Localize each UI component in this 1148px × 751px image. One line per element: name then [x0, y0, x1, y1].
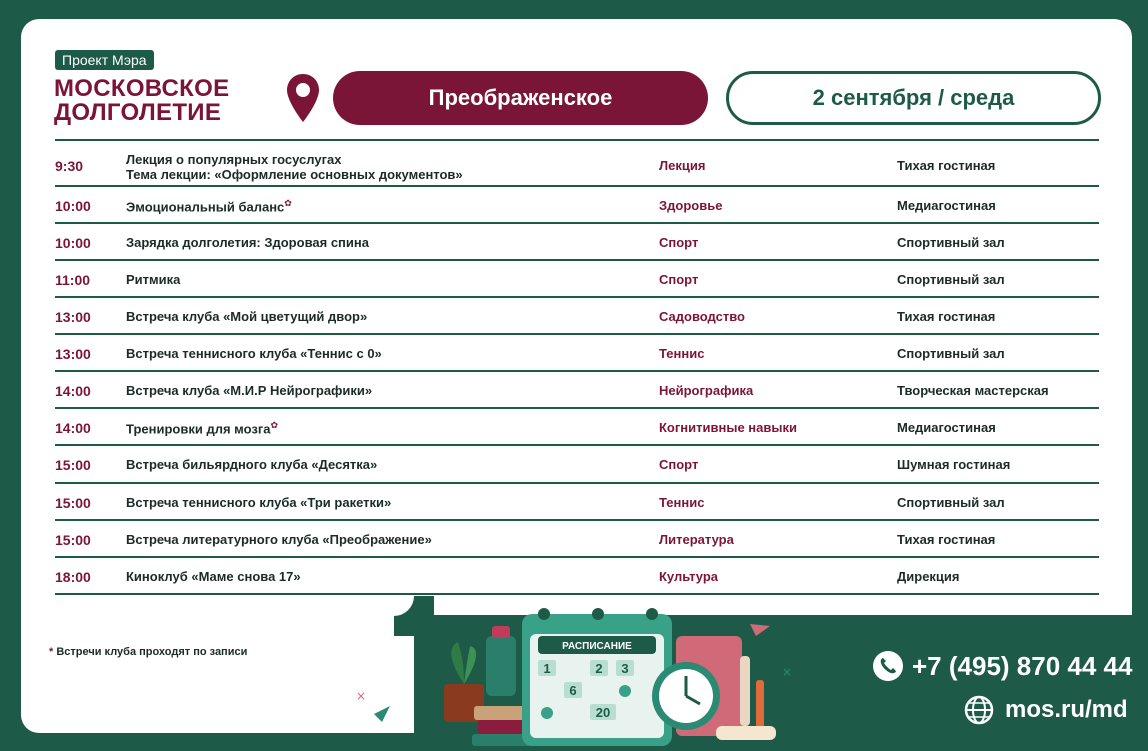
globe-icon	[963, 694, 995, 726]
location-pin-icon	[285, 72, 321, 124]
row-event-title: Встреча клуба «Мой цветущий двор»	[126, 309, 368, 324]
row-time: 9:30	[55, 158, 84, 174]
row-time: 18:00	[55, 569, 91, 585]
schedule-illustration	[346, 596, 806, 751]
row-event-title: Встреча теннисного клуба «Три ракетки»	[126, 495, 392, 510]
row-category: Литература	[659, 532, 734, 547]
phone-contact[interactable]	[872, 650, 1132, 682]
row-category: Спорт	[659, 457, 699, 472]
row-event	[126, 309, 367, 324]
row-event	[126, 457, 377, 472]
logo-line-1: МОСКОВСКОЕ	[54, 75, 230, 102]
row-event	[126, 272, 180, 287]
row-place: Спортивный зал	[897, 235, 1005, 250]
row-category: Лекция	[659, 158, 706, 173]
row-event-subtitle: Тема лекции: «Оформление основных документов»	[126, 167, 463, 182]
row-time: 14:00	[55, 420, 91, 436]
row-time: 11:00	[55, 272, 91, 288]
schedule-row	[55, 224, 1099, 261]
row-place: Спортивный зал	[897, 346, 1005, 361]
row-time: 10:00	[55, 198, 91, 214]
row-event	[126, 152, 463, 182]
cal-cell-1: 1	[543, 661, 551, 676]
row-event	[126, 198, 292, 214]
site-url: mos.ru/md	[1005, 696, 1128, 723]
row-place: Тихая гостиная	[897, 309, 996, 324]
row-place: Спортивный зал	[897, 495, 1005, 510]
row-event	[126, 420, 278, 436]
svg-text:×: ×	[356, 689, 367, 703]
schedule-row	[55, 335, 1099, 372]
row-place: Тихая гостиная	[897, 532, 996, 547]
row-event	[126, 383, 372, 398]
schedule-table	[55, 139, 1099, 595]
schedule-row	[55, 409, 1099, 446]
board-title: РАСПИСАНИЕ	[562, 641, 632, 652]
row-event-title: Встреча клуба «М.И.Р Нейрографики»	[126, 383, 373, 398]
row-event-title: Ритмика	[126, 272, 181, 287]
row-time: 14:00	[55, 383, 91, 399]
project-badge: Проект Мэра	[55, 50, 154, 70]
row-event-title: Тренировки для мозга	[126, 421, 271, 437]
cal-cell-2: 2	[595, 661, 603, 676]
row-time: 15:00	[55, 495, 91, 511]
logo-line-2: ДОЛГОЛЕТИЕ	[54, 99, 222, 126]
footnote	[49, 646, 247, 658]
row-event-title: Встреча теннисного клуба «Теннис с 0»	[126, 346, 382, 361]
row-category: Спорт	[659, 272, 699, 287]
row-event	[126, 495, 391, 510]
row-category: Садоводство	[659, 309, 745, 324]
schedule-row	[55, 446, 1099, 484]
date-label: 2 сентября / среда	[726, 71, 1101, 125]
row-event-title: Лекция о популярных госуслугах	[126, 152, 342, 167]
district-label: Преображенское	[333, 71, 708, 125]
schedule-row	[55, 261, 1099, 298]
footnote-text: Встречи клуба проходят по записи	[56, 646, 248, 658]
cal-cell-6: 6	[569, 683, 577, 698]
row-event	[126, 235, 369, 250]
schedule-row	[55, 372, 1099, 409]
row-place: Медиагостиная	[897, 198, 996, 213]
schedule-row	[55, 187, 1099, 224]
row-category: Спорт	[659, 235, 699, 250]
svg-text:×: ×	[782, 665, 793, 679]
phone-icon	[872, 650, 904, 682]
registration-star-icon: ✿	[284, 198, 292, 208]
row-place: Тихая гостиная	[897, 158, 996, 173]
schedule-row	[55, 484, 1099, 521]
row-time: 15:00	[55, 532, 91, 548]
row-place: Шумная гостиная	[897, 457, 1011, 472]
row-time: 15:00	[55, 457, 91, 473]
row-event-title: Киноклуб «Маме снова 17»	[126, 569, 301, 584]
row-category: Культура	[659, 569, 719, 584]
row-event-title: Эмоциональный баланс	[126, 199, 285, 215]
schedule-row	[55, 141, 1099, 187]
row-category: Нейрографика	[659, 383, 754, 398]
schedule-row	[55, 298, 1099, 335]
cal-cell-3: 3	[621, 661, 629, 676]
row-event-title: Встреча бильярдного клуба «Десятка»	[126, 457, 378, 472]
row-event	[126, 569, 301, 584]
schedule-row	[55, 558, 1099, 595]
registration-star-icon: ✿	[270, 420, 279, 430]
row-event	[126, 346, 382, 361]
row-time: 13:00	[55, 346, 91, 362]
row-time: 13:00	[55, 309, 91, 325]
row-time: 10:00	[55, 235, 91, 251]
row-category: Теннис	[659, 346, 705, 361]
row-event-title: Зарядка долголетия: Здоровая спина	[126, 235, 369, 250]
row-place: Спортивный зал	[897, 272, 1005, 287]
site-contact[interactable]	[963, 694, 1128, 726]
row-category: Когнитивные навыки	[659, 420, 797, 435]
row-place: Творческая мастерская	[897, 383, 1049, 398]
logo	[54, 77, 229, 125]
row-event-title: Встреча литературного клуба «Преображение»	[126, 532, 432, 547]
row-category: Теннис	[659, 495, 705, 510]
phone-number: +7 (495) 870 44 44	[912, 650, 1133, 681]
row-place: Дирекция	[897, 569, 960, 584]
row-event	[126, 532, 432, 547]
footnote-mark: *	[49, 646, 54, 658]
cal-cell-20: 20	[595, 705, 611, 720]
row-category: Здоровье	[659, 198, 723, 213]
schedule-row	[55, 521, 1099, 558]
row-place: Медиагостиная	[897, 420, 996, 435]
